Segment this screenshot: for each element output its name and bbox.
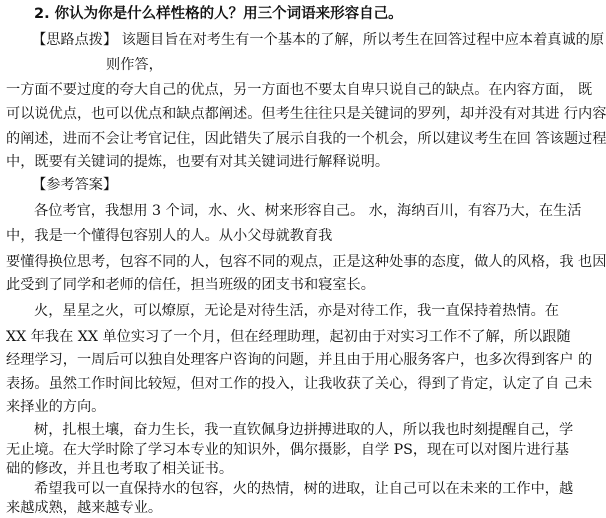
question-title: 2. 你认为你是什么样性格的人？用三个词语来形容自己。 bbox=[34, 6, 403, 22]
answer-line: 来越成熟，越来越专业。 bbox=[6, 500, 163, 516]
answer-line: 树，扎根土壤，奋力生长，我一直钦佩身边拼搏进取的人，所以我也时刻提醒自己，学 bbox=[34, 422, 574, 438]
answer-line: 各位考官，我想用 3 个词，水、火、树来形容自己。 水，海纳百川，有容乃大，在生活 bbox=[34, 203, 582, 219]
analysis-line: 则作答， bbox=[106, 57, 163, 73]
answer-heading: 【参考答案】 bbox=[32, 177, 118, 193]
answer-line: 希望我可以一直保持水的包容，火的热情，树的进取，让自己可以在未来的工作中，越 bbox=[34, 480, 574, 497]
analysis-line: 中，既要有关键词的提炼，也要有对其关键词进行解释说明。 bbox=[6, 154, 390, 170]
answer-line: 表扬。虽然工作时间比较短，但对工作的投入，让我收获了关心，得到了肯定，认定了自 己未 bbox=[6, 376, 593, 392]
analysis-first-line bbox=[32, 30, 605, 50]
answer-line: 此受到了同学和老师的信任，担当班级的团支书和寝室长。 bbox=[6, 277, 375, 293]
answer-line: 来择业的方向。 bbox=[6, 399, 106, 415]
answer-line: 础的修改，并且也考取了相关证书。 bbox=[6, 461, 234, 477]
answer-line: XX 年我在 XX 单位实习了一个月，但在经理助理，起初由于对实习工作不了解，所以跟随 bbox=[6, 329, 571, 345]
analysis-text: 该题目旨在对考生有一个基本的了解，所以考生在回答过程中应本着真诚的原 bbox=[121, 32, 605, 48]
answer-line: 无止境。在大学时除了学习本专业的知识外，偶尔摄影，自学 PS，现在可以对图片进行基 bbox=[6, 441, 569, 458]
analysis-heading: 【思路点拨】 bbox=[32, 32, 118, 48]
analysis-line: 可以说优点，也可以优点和缺点都阐述。但考生往往只是关键词的罗列，却并没有对其进 行内容 bbox=[6, 106, 606, 122]
answer-line: 火，星星之火，可以燎原，无论是对待生活，亦是对待工作，我一直保持着热情。在 bbox=[34, 303, 559, 319]
answer-line: 中，我是一个懂得包容别人的人。从小父母就教育我 bbox=[6, 228, 333, 244]
answer-line: 经理学习，一周后可以独自处理客户咨询的问题，并且由于用心服务客户，也多次得到客户 的 bbox=[6, 352, 593, 368]
analysis-line: 的阐述，进而不会让考官记住，因此错失了展示自我的一个机会，所以建议考生在回 答该题过程 bbox=[6, 131, 606, 147]
answer-line: 要懂得换位思考，包容不同的人，包容不同的观点，正是这种处事的态度，做人的风格，我 也因 bbox=[6, 254, 606, 270]
analysis-line: 一方面不要过度的夸大自己的优点，另一方面也不要太自卑只说自己的缺点。在内容方面， 既 bbox=[6, 82, 593, 98]
